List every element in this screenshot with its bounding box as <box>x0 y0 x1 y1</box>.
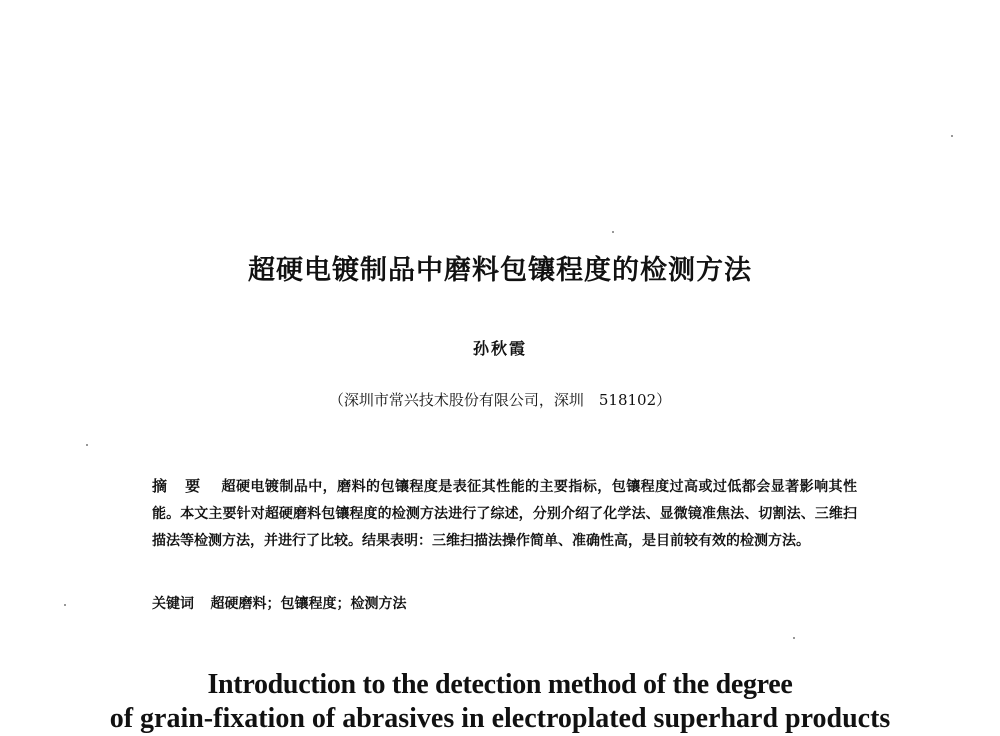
abstract-text: 超硬电镀制品中，磨料的包镶程度是表征其性能的主要指标，包镶程度过高或过低都会显著影响其性能。本文主要针对超硬磨料包镶程度的检测方法进行了综述，分别介绍了化学法、显微镜准焦法、切割法、三维扫描法等检测方法，并进行了比较。结果表明：三维扫描法操作简单、准确性高，是目前较有效的检测方法。 <box>152 479 857 549</box>
keywords-block <box>152 592 857 616</box>
author-name: 孙秋霞 <box>472 339 527 358</box>
scan-speck <box>951 135 953 137</box>
scan-speck <box>612 231 614 233</box>
keywords-label: 关键词 <box>152 596 194 612</box>
scan-speck <box>64 604 66 606</box>
paper-title-english-line2: of grain-fixation of abrasives in electroplated superhard products <box>109 703 891 734</box>
abstract-label: 摘 要 <box>152 477 207 495</box>
scan-speck <box>86 444 88 446</box>
scan-speck <box>793 637 795 639</box>
paper-title-chinese: 超硬电镀制品中磨料包镶程度的检测方法 <box>248 255 752 286</box>
abstract-block <box>152 473 857 555</box>
paper-title-english-line1: Introduction to the detection method of the degree <box>207 669 793 700</box>
author-affiliation: （深圳市常兴技术股份有限公司，深圳 518102） <box>328 391 672 409</box>
keywords-text: 超硬磨料；包镶程度；检测方法 <box>210 596 407 612</box>
